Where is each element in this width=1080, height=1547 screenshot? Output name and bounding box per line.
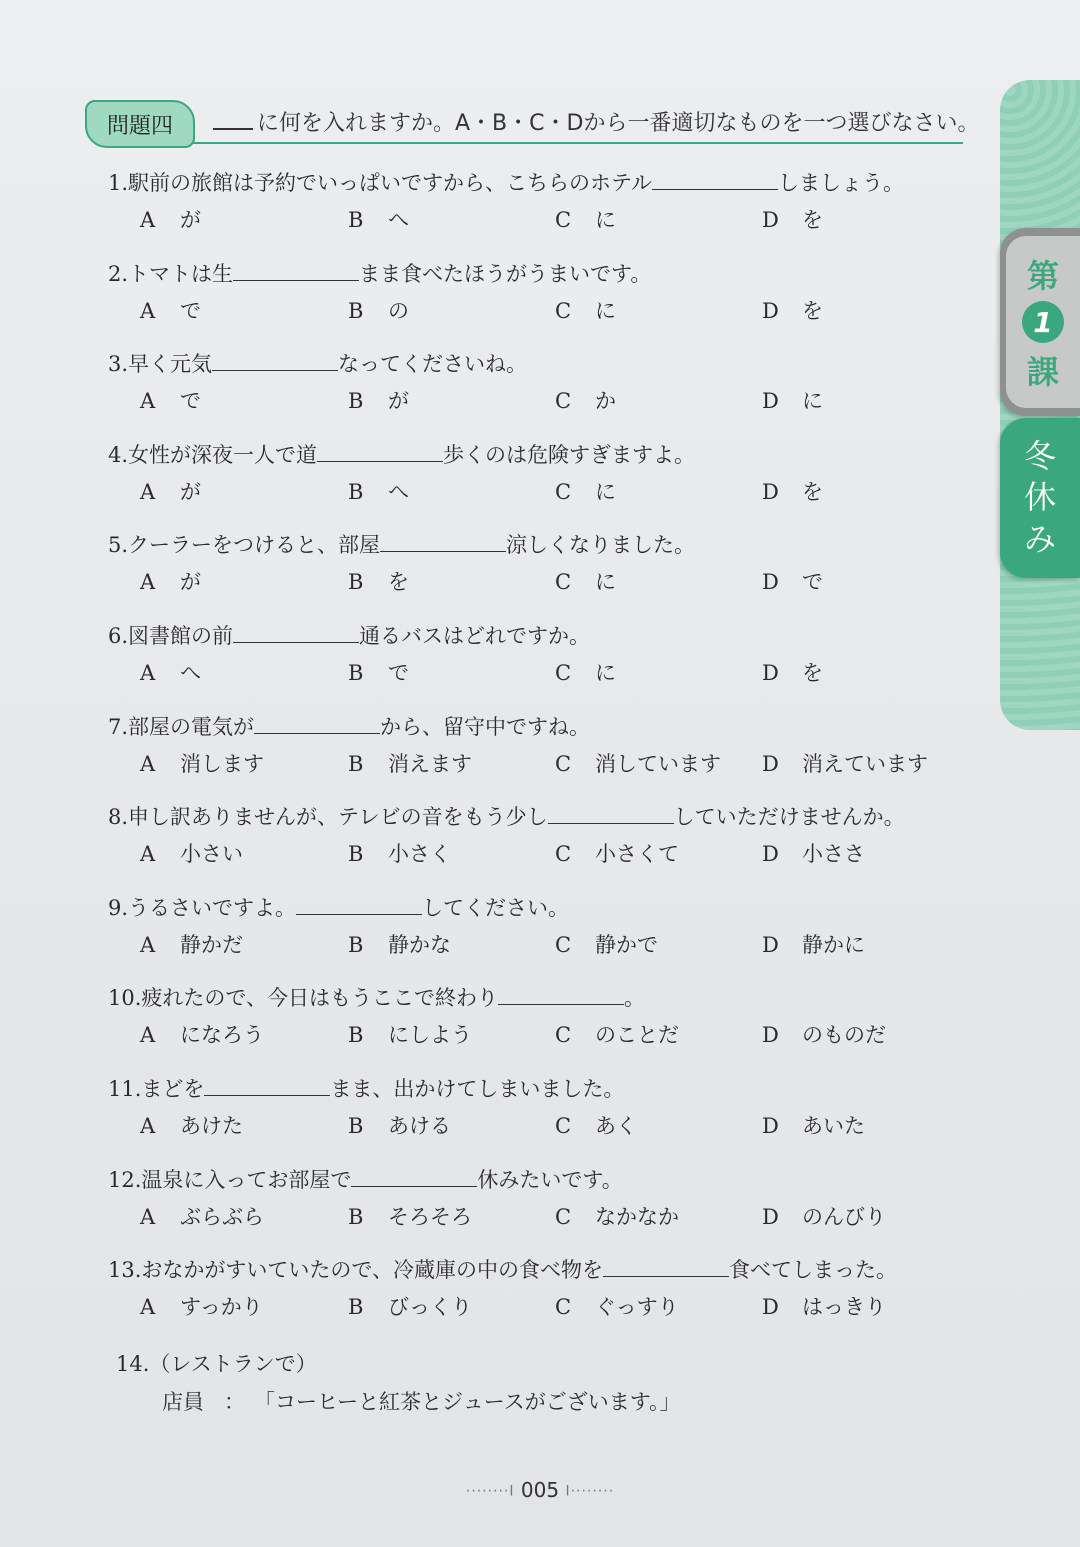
question-item xyxy=(108,436,948,527)
answer-option[interactable] xyxy=(140,204,201,234)
option-letter: D xyxy=(762,1204,779,1229)
answer-option[interactable] xyxy=(348,204,409,234)
question-text-after: 。 xyxy=(624,986,645,1011)
answer-blank xyxy=(380,529,506,552)
option-letter: C xyxy=(555,660,572,685)
option-letter: A xyxy=(140,660,156,685)
option-letter: A xyxy=(140,1204,156,1229)
footer-dots-right: I········ xyxy=(565,1483,615,1500)
answer-options xyxy=(140,566,940,602)
chapter-number-badge: 1 xyxy=(1022,301,1064,343)
section-header xyxy=(85,98,980,148)
option-text: あける xyxy=(388,1113,451,1138)
answer-options xyxy=(140,929,940,965)
question-item xyxy=(108,164,948,255)
option-letter: C xyxy=(555,842,572,867)
answer-blank xyxy=(296,892,422,915)
option-text: ぐっすり xyxy=(595,1295,679,1320)
option-letter: D xyxy=(762,208,779,232)
answer-options xyxy=(140,1291,940,1327)
question-text-before: 早く元気 xyxy=(128,352,213,377)
question-stem xyxy=(108,526,948,564)
question-text-before: まどを xyxy=(141,1076,205,1101)
winter-tab-char: み xyxy=(1023,519,1056,558)
question-text-before: 駅前の旅館は予約でいっぱいですから、こちらのホテル xyxy=(128,171,652,195)
option-text: 静かだ xyxy=(180,932,243,957)
question-text-before: 図書館の前 xyxy=(128,623,234,648)
option-text: のことだ xyxy=(595,1023,679,1048)
answer-option[interactable] xyxy=(140,1019,264,1049)
answer-option[interactable] xyxy=(140,385,201,415)
option-text: が xyxy=(180,479,201,504)
answer-option[interactable] xyxy=(348,748,472,778)
option-letter: C xyxy=(555,1023,572,1048)
question-item xyxy=(108,1070,948,1161)
answer-options xyxy=(140,748,940,784)
answer-options xyxy=(140,476,940,512)
answer-option[interactable] xyxy=(140,566,201,596)
answer-option[interactable] xyxy=(140,295,201,325)
option-letter: C xyxy=(555,389,572,414)
option-text: で xyxy=(802,570,823,595)
answer-blank xyxy=(652,167,778,190)
question-text-after: していただけませんか。 xyxy=(673,805,905,830)
option-letter: D xyxy=(762,389,779,414)
option-letter: B xyxy=(348,1113,364,1138)
option-text: に xyxy=(595,298,616,323)
answer-option[interactable] xyxy=(348,295,409,325)
option-text: 消えています xyxy=(802,751,928,776)
answer-options xyxy=(140,657,940,693)
option-letter: A xyxy=(140,208,156,232)
option-letter: A xyxy=(140,932,156,957)
answer-option[interactable] xyxy=(348,1110,451,1140)
question-text-after: 涼しくなりました。 xyxy=(506,533,696,558)
answer-options xyxy=(140,1201,940,1237)
option-letter: D xyxy=(762,479,779,504)
question-number: 5. xyxy=(108,533,129,558)
question-context: （レストランで） xyxy=(149,1352,317,1376)
option-letter: A xyxy=(140,751,156,776)
question-number: 14. xyxy=(116,1352,150,1376)
option-letter: C xyxy=(555,479,572,504)
option-letter: A xyxy=(140,298,156,323)
option-text: 消えます xyxy=(388,751,472,776)
answer-options xyxy=(140,295,940,331)
answer-option[interactable] xyxy=(348,1201,472,1231)
option-text: を xyxy=(802,479,823,504)
question-text-after: まま食べたほうがうまいです。 xyxy=(359,261,652,286)
question-stem xyxy=(108,617,948,655)
option-letter: B xyxy=(348,1295,364,1320)
question-number: 4. xyxy=(108,442,129,467)
answer-options xyxy=(140,838,940,874)
answer-blank xyxy=(254,711,380,734)
question-text-before: うるさいですよ。 xyxy=(128,895,297,920)
answer-option[interactable] xyxy=(762,657,823,687)
section-instruction xyxy=(213,106,979,137)
question-text-after: まま、出かけてしまいました。 xyxy=(330,1076,625,1101)
option-text: 小さい xyxy=(180,842,243,867)
option-letter: D xyxy=(762,751,779,776)
question-stem xyxy=(108,1070,948,1108)
answer-option[interactable] xyxy=(348,838,451,868)
question-number: 6. xyxy=(108,623,129,648)
option-text: にしよう xyxy=(388,1023,472,1048)
option-text: へ xyxy=(388,479,409,504)
answer-options xyxy=(140,1110,940,1146)
question-stem xyxy=(108,164,948,202)
question-number: 2. xyxy=(108,261,129,286)
answer-blank xyxy=(603,1254,729,1277)
question-number: 7. xyxy=(108,714,129,739)
option-letter: B xyxy=(348,479,364,504)
dialogue-line: 「コーヒーと紅茶とジュースがございます。」 xyxy=(254,1390,681,1414)
option-text: びっくり xyxy=(388,1295,472,1320)
option-letter: A xyxy=(140,570,156,595)
answer-option[interactable] xyxy=(555,385,616,415)
question-text-after: 食べてしまった。 xyxy=(728,1258,897,1283)
page-number: 005 xyxy=(520,1478,560,1502)
question-text-before: 疲れたので、今日はもうここで終わり xyxy=(141,986,498,1011)
winter-break-tab[interactable] xyxy=(1000,418,1080,578)
answer-option[interactable] xyxy=(762,1019,886,1049)
chapter-tab-bottom: 課 xyxy=(1026,353,1059,391)
answer-option[interactable] xyxy=(762,1110,865,1140)
option-letter: D xyxy=(762,932,779,957)
answer-option[interactable] xyxy=(762,1201,886,1231)
question-item xyxy=(108,979,948,1070)
question-stem xyxy=(108,255,948,293)
question-text-before: クーラーをつけると、部屋 xyxy=(128,533,381,558)
option-text: ぶらぶら xyxy=(180,1204,264,1229)
answer-option[interactable] xyxy=(762,204,823,234)
answer-option[interactable] xyxy=(348,1019,472,1049)
question-text-after: から、留守中ですね。 xyxy=(380,714,591,739)
question-item xyxy=(108,708,948,799)
question-number: 9. xyxy=(108,895,129,920)
question-text-before: 申し訳ありませんが、テレビの音をもう少し xyxy=(128,805,548,830)
question-number: 3. xyxy=(108,352,129,377)
answer-option[interactable] xyxy=(348,929,451,959)
answer-option[interactable] xyxy=(762,929,865,959)
option-text: を xyxy=(802,208,823,232)
answer-option[interactable] xyxy=(140,1291,263,1321)
option-text: あく xyxy=(595,1113,637,1138)
option-letter: C xyxy=(555,298,572,323)
option-letter: C xyxy=(555,751,572,776)
answer-blank xyxy=(351,1164,477,1187)
footer-dots-left: ········I xyxy=(465,1483,515,1500)
question-number: 8. xyxy=(108,805,129,830)
question-item xyxy=(108,1161,948,1252)
answer-option[interactable] xyxy=(555,566,616,596)
answer-option[interactable] xyxy=(555,204,616,234)
option-text: に xyxy=(802,389,823,414)
question-item xyxy=(108,617,948,708)
answer-option[interactable] xyxy=(555,657,616,687)
answer-option[interactable] xyxy=(555,929,658,959)
option-letter: A xyxy=(140,842,156,867)
option-letter: B xyxy=(348,1204,364,1229)
option-letter: C xyxy=(555,208,572,232)
option-text: が xyxy=(180,570,201,595)
option-letter: D xyxy=(762,570,779,595)
answer-blank xyxy=(204,1073,330,1096)
answer-option[interactable] xyxy=(348,476,409,506)
option-text: で xyxy=(180,298,201,323)
answer-option[interactable] xyxy=(762,838,865,868)
answer-blank xyxy=(233,620,359,643)
answer-option[interactable] xyxy=(762,295,823,325)
option-letter: D xyxy=(762,298,779,323)
option-letter: B xyxy=(348,660,364,685)
dialogue-colon: ： xyxy=(224,1390,245,1414)
answer-blank xyxy=(548,801,674,824)
question-text-after: なってくださいね。 xyxy=(338,352,528,377)
question-text-before: 女性が深夜一人で道 xyxy=(128,442,318,467)
option-text: すっかり xyxy=(180,1295,263,1320)
answer-option[interactable] xyxy=(348,566,409,596)
option-text: を xyxy=(802,298,823,323)
answer-option[interactable] xyxy=(762,566,823,596)
option-letter: B xyxy=(348,751,364,776)
option-text: で xyxy=(388,660,409,685)
option-text: に xyxy=(595,570,616,595)
question-stem xyxy=(108,798,948,836)
option-text: 小さく xyxy=(388,842,451,867)
option-letter: B xyxy=(348,1023,364,1048)
question-stem xyxy=(108,345,948,383)
answer-option[interactable] xyxy=(555,295,616,325)
question-number: 11. xyxy=(108,1076,142,1101)
question-number: 1. xyxy=(108,171,129,195)
option-text: 小さくて xyxy=(595,842,679,867)
option-letter: C xyxy=(555,932,572,957)
option-letter: A xyxy=(140,1023,156,1048)
question-number: 10. xyxy=(108,986,142,1011)
question-stem xyxy=(108,436,948,474)
question-item xyxy=(108,1251,948,1342)
winter-tab-char: 休 xyxy=(1023,478,1056,517)
question-item xyxy=(108,798,948,889)
winter-tab-char: 冬 xyxy=(1023,436,1056,475)
question-stem xyxy=(108,979,948,1017)
question-item xyxy=(108,345,948,436)
option-letter: C xyxy=(555,1204,572,1229)
option-text: へ xyxy=(180,660,201,685)
answer-options xyxy=(140,1019,940,1055)
option-text: 静かで xyxy=(595,932,658,957)
chapter-tab[interactable] xyxy=(1000,228,1080,416)
option-text: の xyxy=(388,298,409,323)
option-text: が xyxy=(180,208,201,232)
question-list xyxy=(108,164,948,1342)
option-letter: A xyxy=(140,1295,156,1320)
answer-option[interactable] xyxy=(555,1291,679,1321)
question-text-after: 歩くのは危険すぎますよ。 xyxy=(443,442,696,467)
question-text-before: 温泉に入ってお部屋で xyxy=(141,1167,352,1192)
answer-blank xyxy=(233,258,359,281)
question-stem xyxy=(108,889,948,927)
option-text: あけた xyxy=(180,1113,243,1138)
answer-option[interactable] xyxy=(140,1110,243,1140)
option-letter: C xyxy=(555,570,572,595)
option-text: へ xyxy=(388,208,409,232)
answer-option[interactable] xyxy=(140,748,264,778)
option-text: 消しています xyxy=(595,751,721,776)
answer-blank xyxy=(212,348,338,371)
option-letter: B xyxy=(348,298,364,323)
option-text: なかなか xyxy=(595,1204,679,1229)
question-stem xyxy=(108,1161,948,1199)
option-letter: B xyxy=(348,570,364,595)
option-letter: A xyxy=(140,1113,156,1138)
option-text: か xyxy=(595,389,616,414)
answer-option[interactable] xyxy=(348,1291,472,1321)
option-letter: D xyxy=(762,660,779,685)
option-letter: D xyxy=(762,1295,779,1320)
question-text-after: 休みたいです。 xyxy=(477,1167,623,1192)
instruction-text: に何を入れますか。A・B・C・Dから一番適切なものを一つ選びなさい。 xyxy=(257,111,980,136)
question-text-after: してください。 xyxy=(422,895,570,920)
option-text: を xyxy=(388,570,409,595)
option-letter: B xyxy=(348,842,364,867)
option-letter: A xyxy=(140,389,156,414)
option-text: 静かに xyxy=(802,932,865,957)
option-letter: D xyxy=(762,1113,779,1138)
answer-blank xyxy=(317,439,443,462)
answer-option[interactable] xyxy=(140,929,243,959)
answer-option[interactable] xyxy=(555,748,721,778)
answer-options xyxy=(140,204,940,240)
question-item xyxy=(108,889,948,980)
option-text: に xyxy=(595,479,616,504)
option-text: で xyxy=(180,389,201,414)
option-letter: C xyxy=(555,1113,572,1138)
dialogue-speaker: 店員 xyxy=(162,1390,204,1414)
question-text-before: 部屋の電気が xyxy=(128,714,255,739)
question-item xyxy=(108,255,948,346)
answer-option[interactable] xyxy=(140,657,201,687)
option-text: 消します xyxy=(180,751,264,776)
option-letter: B xyxy=(348,389,364,414)
option-text: 小ささ xyxy=(802,842,865,867)
blank-line xyxy=(213,112,253,130)
question-stem xyxy=(108,708,948,746)
question-14 xyxy=(116,1345,681,1421)
answer-option[interactable] xyxy=(762,1291,886,1321)
question-text-after: しましょう。 xyxy=(778,171,904,195)
answer-option[interactable] xyxy=(348,657,409,687)
question-text-before: おなかがすいていたので、冷蔵庫の中の食べ物を xyxy=(141,1258,603,1283)
question-number: 13. xyxy=(108,1258,142,1283)
section-badge: 問題四 xyxy=(85,100,195,148)
answer-option[interactable] xyxy=(555,838,679,868)
option-text: あいた xyxy=(802,1113,865,1138)
answer-option[interactable] xyxy=(140,476,201,506)
option-letter: A xyxy=(140,479,156,504)
answer-option[interactable] xyxy=(762,385,823,415)
question-text-after: 通るバスはどれですか。 xyxy=(359,623,591,648)
option-text: になろう xyxy=(180,1023,264,1048)
question-text-before: トマトは生 xyxy=(128,261,234,286)
answer-option[interactable] xyxy=(555,476,616,506)
option-text: 静かな xyxy=(388,932,451,957)
option-text: に xyxy=(595,660,616,685)
option-text: のんびり xyxy=(802,1204,886,1229)
answer-options xyxy=(140,385,940,421)
answer-option[interactable] xyxy=(762,748,928,778)
answer-option[interactable] xyxy=(555,1201,679,1231)
page-footer xyxy=(0,1478,1080,1502)
answer-option[interactable] xyxy=(762,476,823,506)
answer-option[interactable] xyxy=(555,1019,679,1049)
option-text: を xyxy=(802,660,823,685)
question-stem xyxy=(108,1251,948,1289)
option-letter: D xyxy=(762,842,779,867)
answer-option[interactable] xyxy=(555,1110,637,1140)
question-number: 12. xyxy=(108,1167,142,1192)
option-text: のものだ xyxy=(802,1023,886,1048)
option-letter: B xyxy=(348,208,364,232)
chapter-tab-top: 第 xyxy=(1026,257,1059,295)
option-letter: C xyxy=(555,1295,572,1320)
header-rule xyxy=(193,142,963,144)
option-text: そろそろ xyxy=(388,1204,472,1229)
answer-option[interactable] xyxy=(140,1201,264,1231)
answer-option[interactable] xyxy=(140,838,243,868)
option-letter: D xyxy=(762,1023,779,1048)
answer-blank xyxy=(498,982,624,1005)
option-text: に xyxy=(595,208,616,232)
option-text: はっきり xyxy=(802,1295,886,1320)
answer-option[interactable] xyxy=(348,385,409,415)
option-text: が xyxy=(388,389,409,414)
option-letter: B xyxy=(348,932,364,957)
question-item xyxy=(108,526,948,617)
